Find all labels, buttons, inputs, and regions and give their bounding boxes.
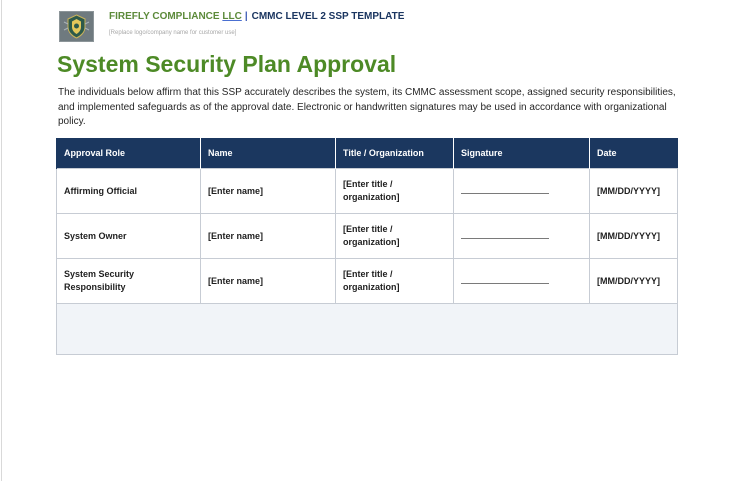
header-approval-role: Approval Role [57, 138, 201, 169]
intro-paragraph: The individuals below affirm that this SSP accurately describes the system, its CMMC assessment scope, assigned security responsibilities, and implemented safeguards as of the approval date. Electronic or handwritten signatures may be used in accordance with organizational policy. [58, 87, 676, 127]
document-header [59, 11, 679, 41]
table-row [57, 169, 678, 214]
cell-date[interactable]: [MM/DD/YYYY] [590, 214, 678, 259]
table-row [57, 214, 678, 259]
shield-emblem-icon [59, 11, 94, 42]
cell-name[interactable]: [Enter name] [201, 169, 336, 214]
header-signature: Signature [454, 138, 590, 169]
blank-cell[interactable] [57, 304, 678, 355]
logo-placeholder-note: [Replace logo/company name for customer use] [109, 30, 237, 36]
cell-title[interactable]: [Enter title / organization] [336, 214, 454, 259]
cell-date[interactable]: [MM/DD/YYYY] [590, 169, 678, 214]
header-separator: | [244, 11, 248, 22]
blank-row [57, 304, 678, 355]
company-line [109, 11, 404, 23]
header-doc-title: CMMC LEVEL 2 SSP TEMPLATE [251, 11, 405, 22]
page-left-edge [1, 0, 2, 481]
company-suffix: LLC [222, 11, 242, 22]
approval-table [56, 138, 678, 355]
cell-title[interactable]: [Enter title / organization] [336, 169, 454, 214]
header-title-organization: Title / Organization [336, 138, 454, 169]
table-header-row [57, 138, 678, 169]
cell-signature[interactable] [454, 259, 590, 304]
cell-name[interactable]: [Enter name] [201, 214, 336, 259]
cell-signature[interactable] [454, 214, 590, 259]
cell-signature[interactable] [454, 169, 590, 214]
cell-role: System Security Responsibility [57, 259, 201, 304]
cell-name[interactable]: [Enter name] [201, 259, 336, 304]
signature-line [461, 192, 549, 194]
cell-role: Affirming Official [57, 169, 201, 214]
cell-date[interactable]: [MM/DD/YYYY] [590, 259, 678, 304]
signature-line [461, 282, 549, 284]
cell-role: System Owner [57, 214, 201, 259]
table-row [57, 259, 678, 304]
signature-line [461, 237, 549, 239]
cell-title[interactable]: [Enter title / organization] [336, 259, 454, 304]
header-date: Date [590, 138, 678, 169]
company-name: FIREFLY COMPLIANCE [109, 11, 223, 22]
header-name: Name [201, 138, 336, 169]
page-title: System Security Plan Approval [57, 51, 397, 77]
